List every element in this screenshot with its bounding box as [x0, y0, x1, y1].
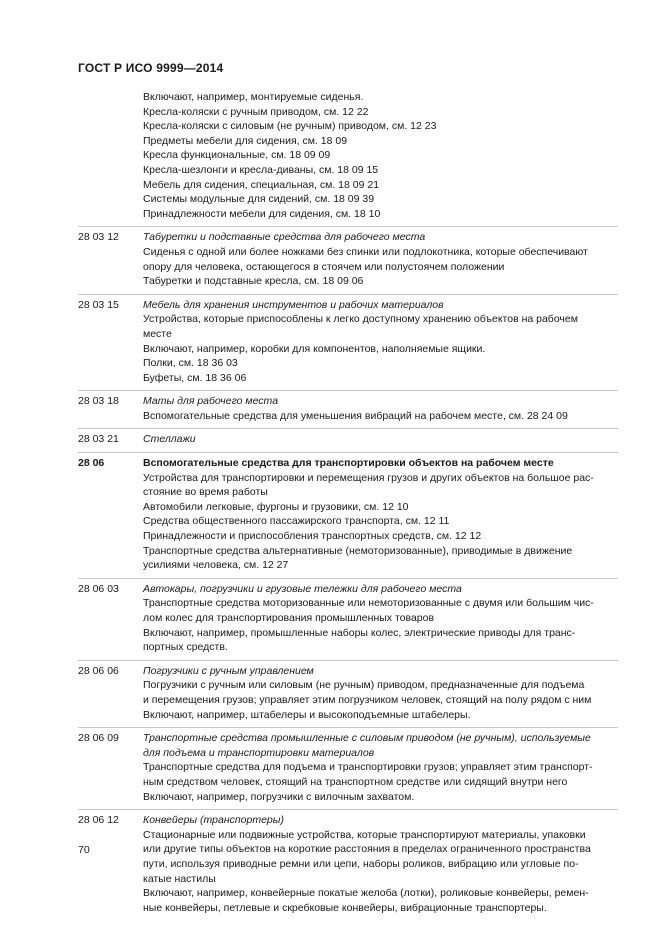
entry-body	[143, 813, 618, 915]
text-line: катые настилы	[143, 872, 216, 885]
entry-title: Транспортные средства промышленные с силовым приводом (не ручным), используемые	[143, 732, 591, 745]
entry-28-03-12	[78, 230, 618, 288]
entry-title: Табуретки и подставные средства для рабочего места	[143, 231, 426, 244]
section-heading: Вспомогательные средства для транспортировки объектов на рабочем месте	[143, 457, 554, 470]
text-line: Устройства для транспортировки и перемещения грузов и других объектов на большое рас-	[143, 471, 594, 484]
text-line: Кресла функциональные, см. 18 09 09	[143, 149, 331, 162]
entry-body	[143, 230, 618, 288]
entry-28-03-18	[78, 394, 618, 423]
text-line: опору для человека, остающегося в стоячем или полустоячем положении	[143, 260, 505, 273]
text-line: Предметы мебели для сидения, см. 18 09	[143, 134, 348, 147]
entry-divider	[78, 727, 618, 728]
entry-code: 28 03 15	[78, 298, 119, 311]
text-line: Стационарные или подвижные устройства, которые транспортируют материалы, упаковки	[143, 828, 586, 841]
entry-title: Погрузчики с ручным управлением	[143, 664, 314, 677]
text-line: ным средством человек, стоящий на транспортном средстве или сидящий внутри него	[143, 775, 568, 788]
text-line: Включают, например, монтируемые сиденья.	[143, 91, 364, 103]
text-line: Транспортные средства моторизованные или немоторизованные с двумя или большим чис-	[143, 597, 594, 610]
text-line: Включают, например, промышленные наборы колес, электрические приводы для транс-	[143, 626, 576, 639]
text-line: Погрузчики с ручным или силовым (не ручным) приводом, предназначенные для подъема	[143, 679, 585, 692]
text-line: Автомобили легковые, фургоны и грузовики, см. 12 10	[143, 500, 409, 513]
entry-title: Стеллажи	[143, 433, 196, 446]
text-line: лом колес для транспортирования промышленных товаров	[143, 612, 435, 624]
entry-divider	[78, 390, 618, 391]
text-line: Кресла-коляски с ручным приводом, см. 12 22	[143, 105, 369, 118]
text-line: Транспортные средства для подъема и транспортировки грузов; управляет этим транспорт-	[143, 761, 593, 774]
text-line: месте	[143, 327, 172, 340]
entry-title: Мебель для хранения инструментов и рабочих материалов	[143, 298, 444, 311]
text-line: ные конвейеры, петлевые и скребковые конвейеры, вибрационные транспортеры.	[143, 901, 547, 914]
text-line: Системы модульные для сидений, см. 18 09 39	[143, 193, 375, 206]
entry-body	[143, 432, 618, 447]
entry-28-06-09	[78, 731, 618, 804]
entry-title: Маты для рабочего места	[143, 395, 279, 408]
entry-28-06	[78, 456, 618, 573]
text-line: Мебель для сидения, специальная, см. 18 09 21	[143, 178, 380, 191]
text-line: Принадлежности и приспособления транспортных средств, см. 12 12	[143, 530, 482, 543]
text-line: стояние во время работы	[143, 486, 268, 499]
document-header: ГОСТ Р ИСО 9999—2014	[78, 61, 224, 75]
entry-divider	[78, 452, 618, 453]
entry-divider	[78, 660, 618, 661]
page-number: 70	[78, 844, 90, 856]
text-line: Включают, например, штабелеры и высокоподъемные штабелеры.	[143, 708, 471, 721]
text-line: Включают, например, коробки для компонентов, наполняемые ящики.	[143, 342, 486, 355]
entry-continuation	[78, 90, 618, 221]
entry-body	[143, 394, 618, 423]
entry-28-03-21	[78, 432, 618, 447]
text-line: Кресла-коляски с силовым (не ручным) приводом, см. 12 23	[143, 120, 437, 133]
entry-code: 28 03 21	[78, 433, 119, 446]
entry-code: 28 06 09	[78, 732, 119, 745]
entry-code: 28 03 12	[78, 231, 119, 244]
text-line: Кресла-шезлонги и кресла-диваны, см. 18 09 15	[143, 163, 379, 176]
text-line: Табуретки и подставные кресла, см. 18 09 06	[143, 275, 364, 288]
entry-title: Автокары, погрузчики и грузовые тележки для рабочего места	[143, 582, 462, 595]
text-line: Вспомогательные средства для уменьшения вибраций на рабочем месте, см. 28 24 09	[143, 409, 568, 422]
entry-28-06-12	[78, 813, 618, 915]
text-line: усилиями человека, см. 12 27	[143, 559, 289, 572]
entry-body	[143, 298, 618, 386]
text-line: Транспортные средства альтернативные (немоторизованные), приводимые в движение	[143, 544, 573, 557]
text-line: пути, используя приводные ремни или цепи, наборы роликов, вибрацию или угловые по-	[143, 857, 579, 870]
document-content	[78, 90, 618, 920]
text-line: портных средств.	[143, 641, 228, 654]
entry-28-03-15	[78, 298, 618, 386]
entry-code: 28 06 12	[78, 814, 119, 827]
text-line: Сиденья с одной или более ножками без спинки или подлокотника, которые обеспечивают	[143, 245, 588, 258]
text-line: Устройства, которые приспособлены к легко доступному хранению объектов на рабочем	[143, 313, 578, 326]
entry-divider	[78, 226, 618, 227]
entry-code: 28 06	[78, 457, 105, 470]
entry-divider	[78, 428, 618, 429]
entry-divider	[78, 809, 618, 810]
entry-body	[143, 90, 618, 221]
entry-code: 28 06 06	[78, 664, 119, 677]
entry-body	[143, 664, 618, 722]
text-line: Средства общественного пассажирского транспорта, см. 12 11	[143, 515, 450, 528]
entry-28-06-06	[78, 664, 618, 722]
entry-body	[143, 582, 618, 655]
entry-title-continuation: для подъема и транспортировки материалов	[143, 746, 375, 759]
text-line: Принадлежности мебели для сидения, см. 18 10	[143, 207, 381, 220]
entry-28-06-03	[78, 582, 618, 655]
entry-body	[143, 456, 618, 573]
text-line: Включают, например, погрузчики с вилочным захватом.	[143, 790, 415, 803]
entry-title: Конвейеры (транспортеры)	[143, 814, 284, 827]
text-line: Буфеты, см. 18 36 06	[143, 371, 247, 384]
entry-code: 28 03 18	[78, 395, 119, 408]
text-line: Включают, например, конвейерные покатые желоба (лотки), роликовые конвейеры, ремен-	[143, 887, 589, 900]
text-line: или другие типы объектов на короткие расстояния в пределах ограниченного пространства	[143, 843, 591, 856]
text-line: Полки, см. 18 36 03	[143, 357, 238, 370]
text-line: и перемещения грузов; управляет этим погрузчиком человек, стоящий на полу рядом с ним	[143, 693, 592, 706]
entry-divider	[78, 578, 618, 579]
entry-code: 28 06 03	[78, 582, 119, 595]
entry-body	[143, 731, 618, 804]
entry-divider	[78, 294, 618, 295]
